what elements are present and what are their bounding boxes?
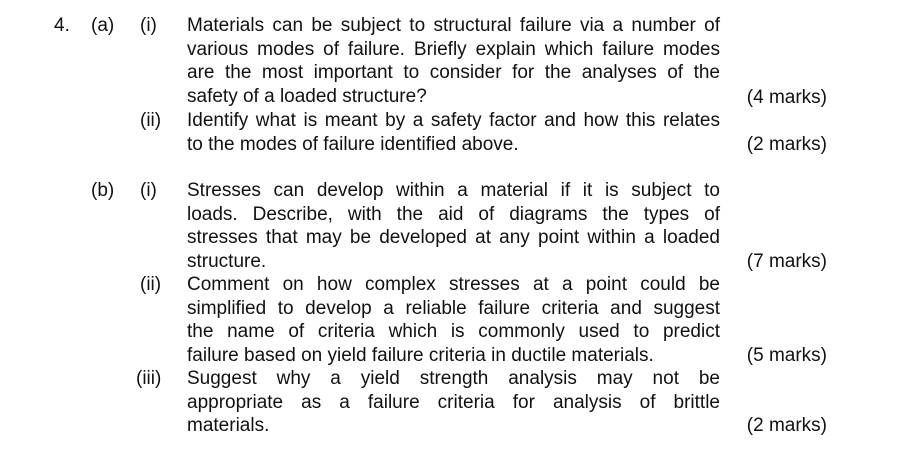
part-label-b: (b) xyxy=(91,180,115,201)
text-line: various modes of failure. Briefly explain which failure modes xyxy=(187,38,720,60)
text-line: are the most important to consider for the analyses of the xyxy=(187,62,720,83)
question-text-b-ii xyxy=(187,273,720,367)
subpart-label-a-i: (i) xyxy=(140,15,157,36)
text-line: Comment on how complex stresses at a point could be xyxy=(187,274,720,295)
text-line: appropriate as a failure criteria for analysis of brittle xyxy=(187,391,720,413)
subpart-label-a-ii: (ii) xyxy=(140,110,162,131)
text-line: Identify what is meant by a safety factor and how this relates xyxy=(187,110,720,131)
question-text-b-i xyxy=(187,179,720,273)
text-line: failure based on yield failure criteria in ductile materials. xyxy=(187,344,654,366)
text-line: stresses that may be developed at any point within a loaded xyxy=(187,227,720,248)
marks-b-ii: (5 marks) xyxy=(746,345,827,366)
text-line: Materials can be subject to structural failure via a number of xyxy=(187,15,720,36)
marks-b-i: (7 marks) xyxy=(746,251,827,272)
text-line: the name of criteria which is commonly used to predict xyxy=(187,321,720,342)
text-line: Stresses can develop within a material if it is subject to xyxy=(187,180,720,201)
text-line: simplified to develop a reliable failure criteria and suggest xyxy=(187,297,720,319)
text-line: materials. xyxy=(187,415,270,436)
question-number: 4. xyxy=(54,15,70,36)
text-line: Suggest why a yield strength analysis may not be xyxy=(187,368,720,389)
subpart-label-b-i: (i) xyxy=(140,180,157,201)
question-text-a-ii xyxy=(187,109,720,156)
text-line: to the modes of failure identified above. xyxy=(187,133,519,155)
part-label-a: (a) xyxy=(91,15,115,36)
text-line: structure. xyxy=(187,250,267,272)
question-text-b-iii xyxy=(187,367,720,438)
marks-a-ii: (2 marks) xyxy=(746,134,827,155)
marks-a-i: (4 marks) xyxy=(746,87,827,108)
question-text-a-i xyxy=(187,14,720,108)
marks-b-iii: (2 marks) xyxy=(746,415,827,436)
text-line: safety of a loaded structure? xyxy=(187,85,427,107)
subpart-label-b-ii: (ii) xyxy=(140,274,162,295)
text-line: loads. Describe, with the aid of diagrams the types of xyxy=(187,203,720,225)
subpart-label-b-iii: (iii) xyxy=(136,368,162,389)
